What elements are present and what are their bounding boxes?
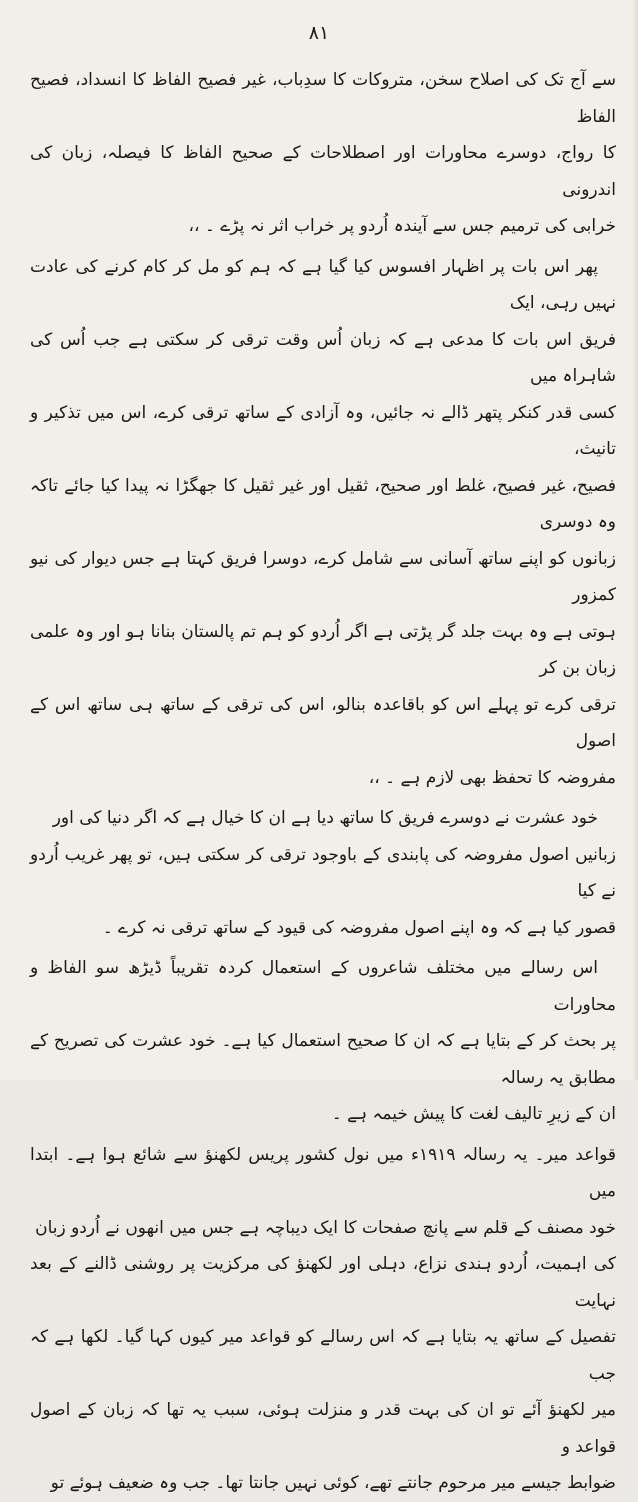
paragraph-5: قواعد میر۔ یہ رسالہ ۱۹۱۹ء میں نول کشور پریس لکھنؤ سے شائع ہوا ہے۔ ابتدا میں خود مصنف کے قلم سے پانچ صفحات کا ایک دیباچہ ہے جس میں انھوں نے اُردو زبان کی اہمیت، اُردو ہندی نزاع، دہلی اور لکھنؤ کی مرکزیت پر روشنی ڈالنے کے بعد نہایت تفصیل کے ساتھ یہ بتایا ہے کہ اس رسالے کو قواعد میر کیوں کہا گیا۔ لکھا ہے کہ جب میر لکھنؤ آئے تو ان کی بہت قدر و منزلت ہوئی، سبب یہ تھا کہ زبان کے اصول قواعد و ضوابط جیسے میر مرحوم جانتے تھے، کوئی نہیں جانتا تھا۔ جب وہ ضعیف ہوئے تو: [30, 1144, 616, 1493]
paragraph-4: اس رسالے میں مختلف شاعروں کے استعمال کردہ تقریباً ڈیڑھ سو الفاظ و محاورات پر بحث کر کے بتایا ہے کہ ان کا صحیح استعمال کیا ہے۔ خود عشرت کی تصریح کے مطابق یہ رسالہ ان کے زیرِ تالیف لغت کا پیش خیمہ ہے ۔: [30, 958, 616, 1124]
page-edge-shadow: [632, 0, 638, 1080]
page-body-text: [30, 62, 616, 1502]
paragraph-2: پھر اس بات پر اظہار افسوس کیا گیا ہے کہ ہم کو مل کر کام کرنے کی عادت نہیں رہی، ایک فریق اس بات کا مدعی ہے کہ زبان اُس وقت ترقی کر سکتی ہے جب اُس کی شاہراہ میں کسی قدر کنکر پتھر ڈالے نہ جائیں، وہ آزادی کے ساتھ ترقی کرے، اس میں تذکیر و تانیث، فصیح، غیر فصیح، غلط اور صحیح، ثقیل اور غیر ثقیل کا جھگڑا نہ پیدا کیا جائے تاکہ وہ دوسری زبانوں کو اپنے ساتھ آسانی سے شامل کرے، دوسرا فریق کہتا ہے جس دیوار کی نیو کمزور ہوتی ہے وہ بہت جلد گر پڑتی ہے اگر اُردو کو ہم تم پالستان بنانا ہو اور وہ علمی زبان بن کر ترقی کرے تو پہلے اس کو باقاعدہ بنالو، اس کی ترقی کے ساتھ ہی ساتھ اس کے اصول مفروضہ کا تحفظ بھی لازم ہے ۔ ،،: [30, 256, 616, 788]
page-number: ۸۱: [308, 22, 330, 44]
paragraph-3: خود عشرت نے دوسرے فریق کا ساتھ دیا ہے ان کا خیال ہے کہ اگر دنیا کی اور زبانیں اصول مفروضہ کی پابندی کے باوجود ترقی کر سکتی ہیں، تو پھر غریب اُردو نے کیا قصور کیا ہے کہ وہ اپنے اصول مفروضہ کی قیود کے ساتھ ترقی نہ کرے ۔: [30, 808, 616, 938]
paragraph-1: سے آج تک کی اصلاح سخن، متروکات کا سدِباب، غیر فصیح الفاظ کا انسداد، فصیح الفاظ کا رواج، دوسرے محاورات اور اصطلاحات کے صحیح الفاظ کا فیصلہ، زبان کی اندرونی خرابی کی ترمیم جس سے آیندہ اُردو پر خراب اثر نہ پڑے ۔ ،،: [30, 70, 616, 236]
